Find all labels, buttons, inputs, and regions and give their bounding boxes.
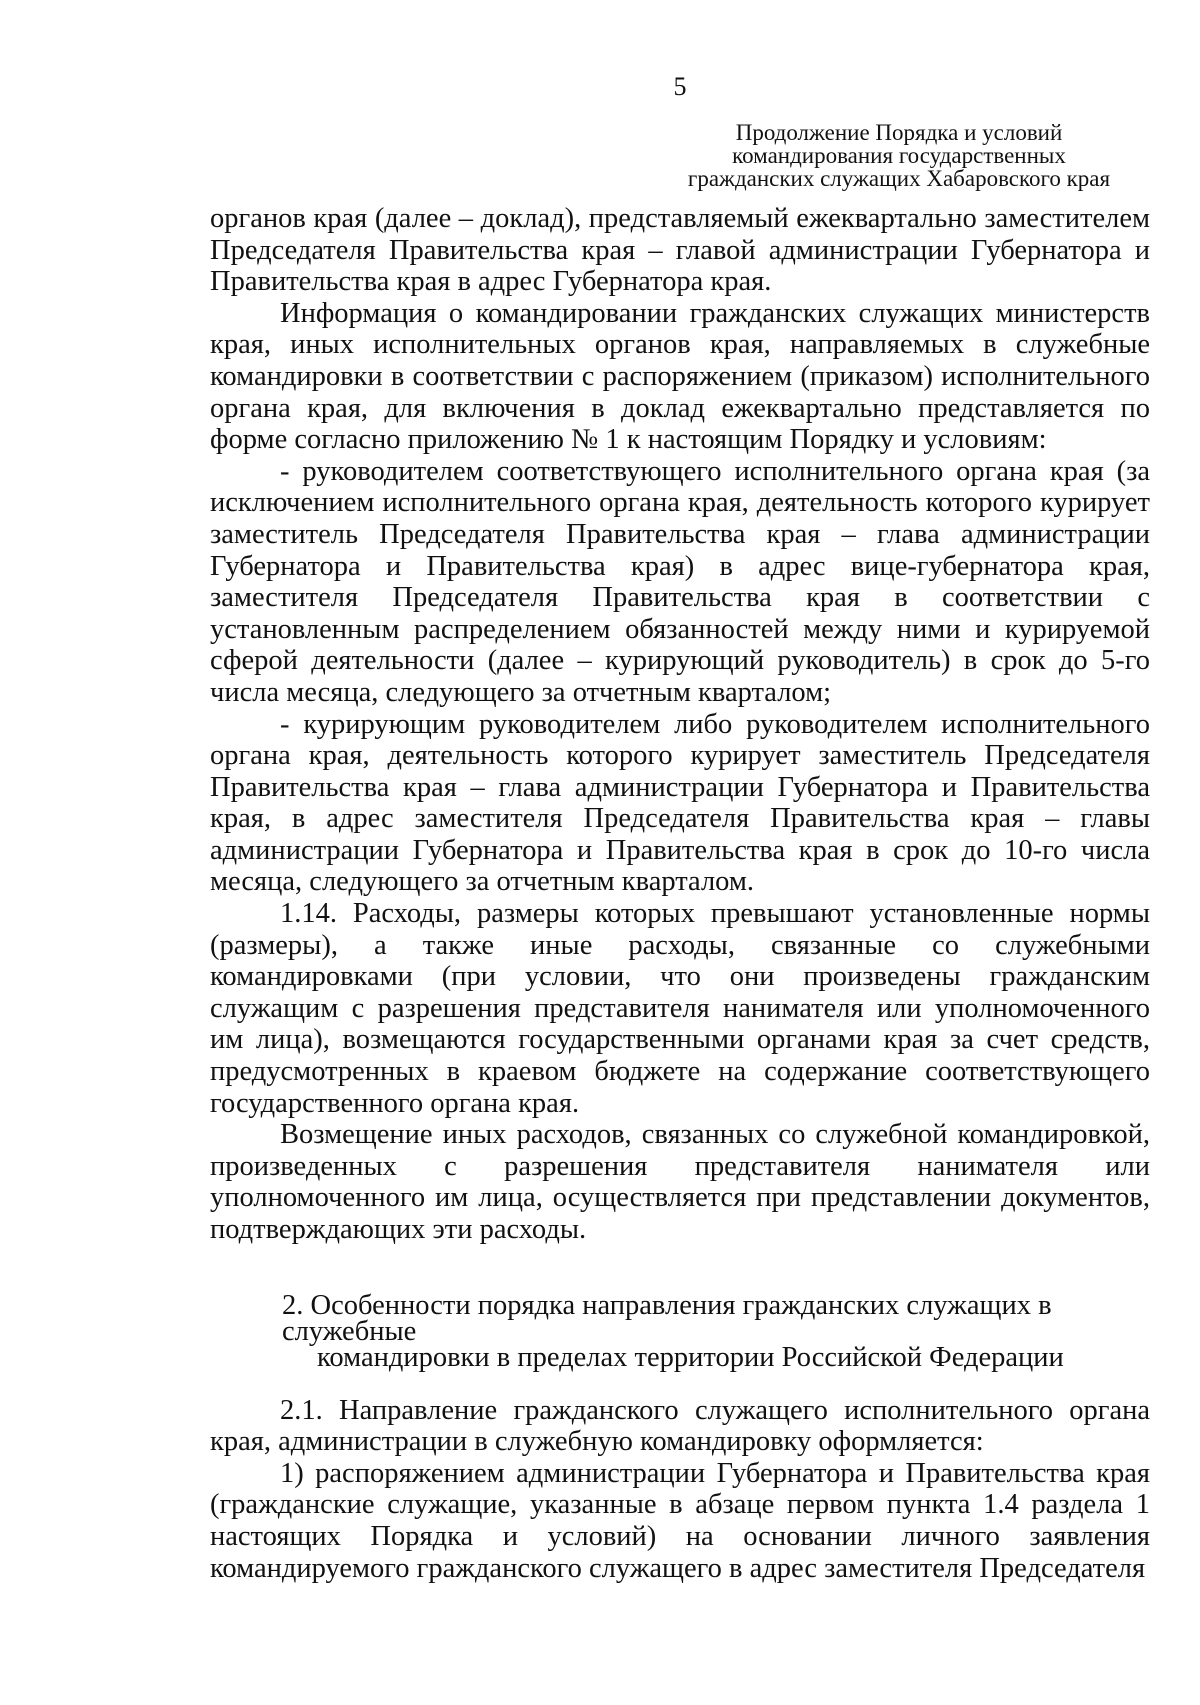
list-item-head-of-organ: - руководителем соответствующего исполнительного органа края (за исключением исполнительного органа края, деятельность которого курирует заместитель Председателя Правительства края – глава администрации Губернатора и Правительства края) в адрес вице-губернатора края, заместителя Председателя Правительства края в соответствии с установленным распределением обязанностей между ними и курируемой сферой деятельности (далее – курирующий руководитель) в срок до 5-го числа месяца, следующего за отчетным кварталом; bbox=[210, 455, 1150, 708]
page-number: 5 bbox=[673, 72, 687, 101]
paragraph-information: Информация о командировании гражданских служащих министерств края, иных исполнительных органов края, направляемых в служебные командировки в соответствии с распоряжением (приказом) исполнительного органа края, для включения в доклад ежеквартально представляется по форме согласно приложению № 1 к настоящим Порядку и условиям: bbox=[210, 297, 1150, 456]
paragraph-2-1: 2.1. Направление гражданского служащего исполнительного органа края, администрации в служебную командировку оформляется: bbox=[210, 1394, 1150, 1458]
section-heading-line-1: 2. Особенности порядка направления гражданских служащих в служебные bbox=[282, 1289, 1052, 1347]
paragraph-1-14: 1.14. Расходы, размеры которых превышают установленные нормы (размеры), а также иные расходы, связанные со служебными командировками (при условии, что они произведены гражданским служащим с разрешения представителя нанимателя или уполномоченного им лица), возмещаются государственными органами края за счет средств, предусмотренных в краевом бюджете на содержание соответствующего государственного органа края. bbox=[210, 898, 1150, 1119]
list-item-curating-head: - курирующим руководителем либо руководителем исполнительного органа края, деятельность которого курирует заместитель Председателя Правительства края – глава администрации Губернатора и Правительства края, в адрес заместителя Председателя Правительства края – главы администрации Губернатора и Правительства края в срок до 10-го числа месяца, следующего за отчетным кварталом. bbox=[210, 708, 1150, 898]
document-body bbox=[210, 203, 1150, 1584]
header-line-2: командирования государственных bbox=[732, 143, 1066, 168]
header-line-3: гражданских служащих Хабаровского края bbox=[687, 166, 1111, 191]
header-line-1: Продолжение Порядка и условий bbox=[735, 120, 1063, 145]
paragraph-continuation: органов края (далее – доклад), представляемый ежеквартально заместителем Председателя Правительства края – главой администрации Губернатора и Правительства края в адрес Губернатора края. bbox=[210, 203, 1150, 298]
list-item-order-1: 1) распоряжением администрации Губернатора и Правительства края (гражданские служащие, указанные в абзаце первом пункта 1.4 раздела 1 настоящих Порядка и условий) на основании личного заявления командируемого гражданского служащего в адрес заместителя Председателя bbox=[210, 1457, 1150, 1584]
continuation-header bbox=[639, 121, 1159, 190]
section-heading-line-2: командировки в пределах территории Российской Федерации bbox=[317, 1341, 1064, 1373]
paragraph-reimbursement: Возмещение иных расходов, связанных со служебной командировкой, произведенных с разрешения представителя нанимателя или уполномоченного им лица, осуществляется при представлении документов, подтверждающих эти расходы. bbox=[210, 1119, 1150, 1245]
section-heading bbox=[210, 1289, 1150, 1373]
